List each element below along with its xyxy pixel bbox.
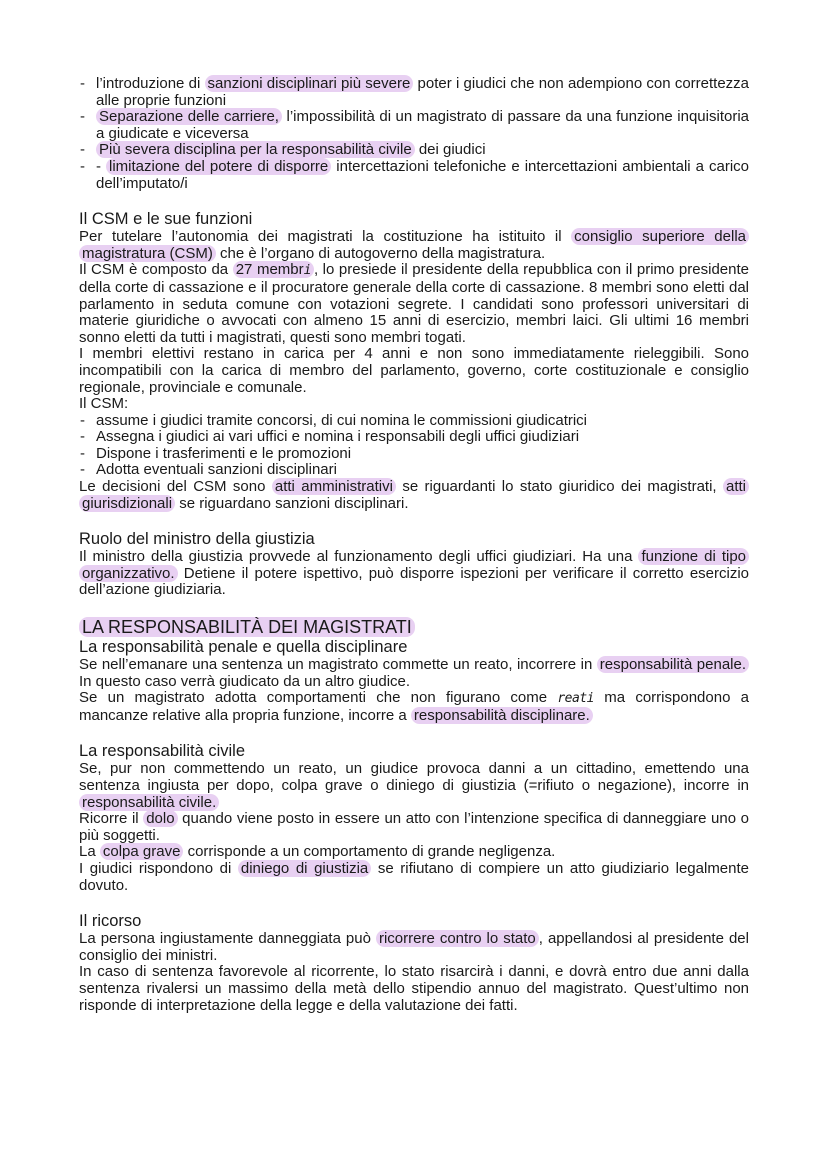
list-item: - Più severa disciplina per la responsabilità civile dei giudici xyxy=(79,142,749,159)
list-item: - Dispone i trasferimenti e le promozioni xyxy=(79,446,749,463)
highlight: atti giurisdizionali xyxy=(79,478,749,512)
paragraph: La persona ingiustamente danneggiata può ricorrere contro lo stato , appellandosi al presidente del consiglio dei ministri. xyxy=(79,930,749,964)
paragraph: La colpa grave corrisponde a un comportamento di grande negligenza. xyxy=(79,843,556,861)
handwritten-insertion: reati xyxy=(557,691,594,707)
paragraph: Se, pur non commettendo un reato, un giudice provoca danni a un cittadino, emettendo una sentenza ingiusta per dopo, colpa grave o diniego di giustizia (=rifiuto o negazione), incorre in responsabilità civile. xyxy=(79,760,749,811)
paragraph: In caso di sentenza favorevole al ricorrente, lo stato risarcirà i danni, e dovrà entro due anni dalla sentenza rivalersi un massimo della metà dello stipendio annuo del magistrato. Quest’ultimo non risponde di interpretazione della legge e della valutazione dei fatti. xyxy=(79,963,749,1014)
list-item: - Separazione delle carriere, l’impossibilità di un magistrato di passare da una funzione inquisitoria a giudicate e viceversa xyxy=(79,109,749,142)
highlight: responsabilità civile. xyxy=(79,794,219,811)
paragraph: Il ministro della giustizia provvede al funzionamento degli uffici giudiziari. Ha una funzione di tipo organizzativo. Detiene il potere ispettivo, può disporre ispezioni per verificare il corretto esercizio dell’azione giudiziaria. xyxy=(79,548,749,599)
paragraph: Se un magistrato adotta comportamenti che non figurano come reati ma corrispondono a mancanze relative alla propria funzione, incorre a responsabilità disciplinare. xyxy=(79,689,750,724)
paragraph: I membri elettivi restano in carica per 4 anni e non sono immediatamente rieleggibili. Sono incompatibili con la carica di membro del parlamento, governo, corte costituzionale e consiglio regionale, provinciale e comunale. xyxy=(79,345,749,396)
paragraph: Il CSM è composto da 27 membri , lo presiede il presidente della repubblica con il primo presidente della corte di cassazione e il procuratore generale della corte di cassazione. 8 membri sono eletti dal parlamento in seduta comune con votazioni segrete. I candidati sono professori universitari di materie giuridiche o avvocati con almeno 15 anni di esercizio, membri laici. Gli ultimi 16 membri sonno eletti da tutti i magistrati, questi sono membri togati. xyxy=(79,261,749,346)
highlight: responsabilità penale. xyxy=(597,656,749,673)
highlight: Separazione delle carriere, xyxy=(96,108,282,125)
highlight: ricorrere contro lo stato xyxy=(376,930,539,947)
section-title-civile: La responsabilità civile xyxy=(79,742,246,761)
list-item: - - limitazione del potere di disporre intercettazioni telefoniche e intercettazioni ambientali a carico dell’imputato/i xyxy=(79,159,749,192)
highlight: diniego di giustizia xyxy=(238,860,371,877)
csm-functions-list xyxy=(79,413,749,479)
handwritten-correction: i xyxy=(303,263,311,279)
list-item: - assume i giudici tramite concorsi, di cui nomina le commissioni giudicatrici xyxy=(79,413,749,430)
paragraph: I giudici rispondono di diniego di giustizia se rifiutano di compiere un atto giudiziario legalmente dovuto. xyxy=(79,859,750,894)
paragraph: Le decisioni del CSM sono atti amministrativi se riguardanti lo stato giuridico dei magistrati, atti giurisdizionali se riguardano sanzioni disciplinari. xyxy=(79,479,749,512)
chapter-heading xyxy=(79,617,749,638)
highlight: Più severa disciplina per la responsabilità civile xyxy=(96,141,415,158)
highlight: limitazione del potere di disporre xyxy=(106,158,331,175)
highlight: atti amministrativi xyxy=(272,478,396,495)
intro-list xyxy=(79,76,749,192)
highlight: responsabilità disciplinare. xyxy=(411,707,593,724)
highlight: funzione di tipo organizzativo. xyxy=(79,548,749,582)
highlight: consiglio superiore della magistratura (CSM) xyxy=(79,228,749,262)
highlight: colpa grave xyxy=(100,843,184,860)
highlight: dolo xyxy=(143,810,177,827)
highlight: sanzioni disciplinari più severe xyxy=(205,75,414,92)
section-title-csm: Il CSM e le sue funzioni xyxy=(79,210,253,229)
list-item: - l’introduzione di sanzioni disciplinari più severe poter i giudici che non adempiono con correttezza alle proprie funzioni xyxy=(79,76,749,109)
highlight: 27 membri xyxy=(233,261,314,278)
section-title-ministro: Ruolo del ministro della giustizia xyxy=(79,530,315,549)
paragraph: Ricorre il dolo quando viene posto in essere un atto con l’intenzione specifica di danneggiare uno o più soggetti. xyxy=(79,810,749,844)
paragraph: Per tutelare l’autonomia dei magistrati la costituzione ha istituito il consiglio superiore della magistratura (CSM) che è l’organo di autogoverno della magistratura. xyxy=(79,229,749,262)
highlight: LA RESPONSABILITÀ DEI MAGISTRATI xyxy=(79,617,415,637)
list-item: - Adotta eventuali sanzioni disciplinari xyxy=(79,462,749,479)
list-intro: Il CSM: xyxy=(79,395,129,413)
section-title-ricorso: Il ricorso xyxy=(79,912,142,931)
paragraph: Se nell’emanare una sentenza un magistrato commette un reato, incorrere in responsabilità penale. In questo caso verrà giudicato da un altro giudice. xyxy=(79,657,749,690)
document-page xyxy=(79,76,749,1014)
list-item: - Assegna i giudici ai vari uffici e nomina i responsabili degli uffici giudiziari xyxy=(79,429,749,446)
section-title-penale: La responsabilità penale e quella disciplinare xyxy=(79,638,408,657)
